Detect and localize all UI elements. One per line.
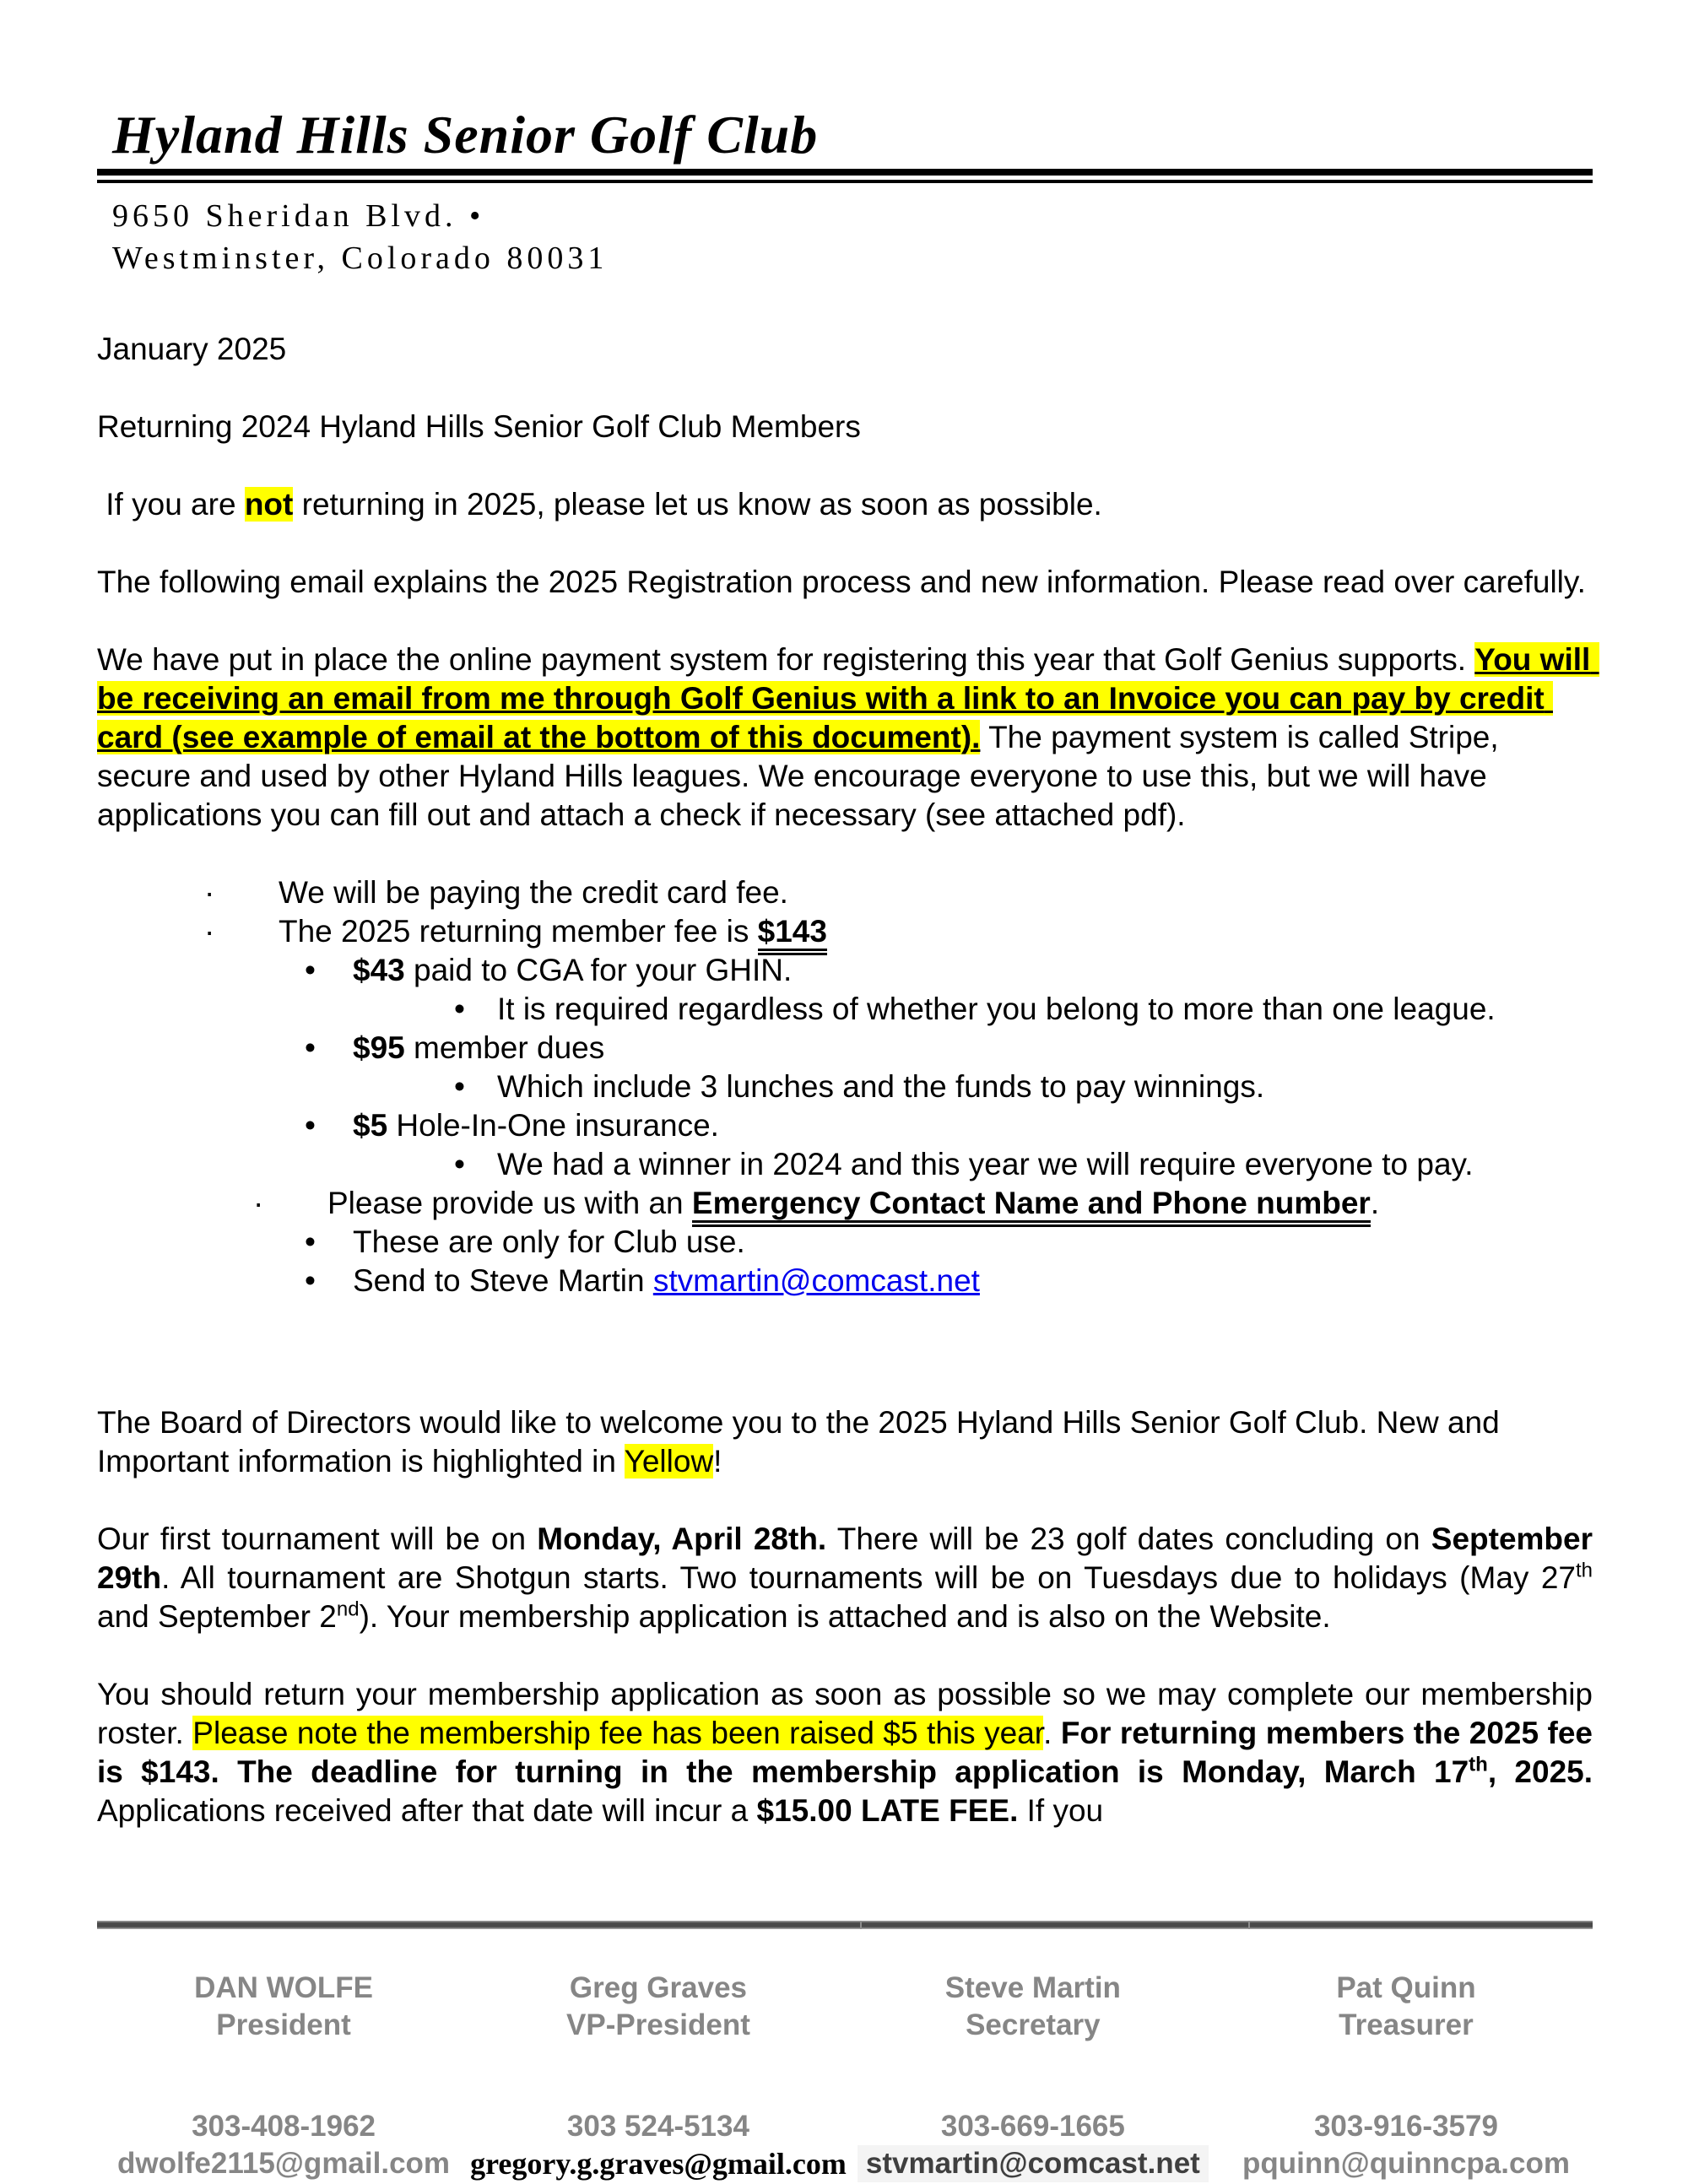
para-not-returning bbox=[97, 485, 1593, 524]
para-following-email bbox=[97, 563, 1593, 602]
bullet-marker-icon: · bbox=[204, 875, 215, 910]
officer-phone: 303-408-1962 bbox=[192, 2110, 376, 2143]
officer-email bbox=[1220, 2145, 1593, 2182]
officer-title: VP-President bbox=[566, 2008, 750, 2041]
bullet-marker-icon: • bbox=[305, 1108, 316, 1143]
text-run: th bbox=[1575, 1559, 1593, 1582]
text-run: $143 bbox=[758, 914, 827, 955]
list-item bbox=[97, 1184, 1593, 1223]
officer-email-text: gregory.g.graves@gmail.com bbox=[470, 2147, 847, 2181]
bullet-marker-icon: • bbox=[454, 992, 465, 1026]
footer-divider-joint bbox=[860, 1921, 862, 1929]
text-run: Hole-In-One insurance. bbox=[387, 1108, 719, 1143]
officer-email-text: stvmartin@comcast.net bbox=[858, 2145, 1209, 2182]
text-run: We had a winner in 2024 and this year we will require everyone to pay. bbox=[497, 1147, 1474, 1181]
text-run: paid to CGA for your GHIN. bbox=[404, 953, 793, 987]
footer-divider-joint bbox=[1248, 1921, 1250, 1929]
text-run: . All tournament are Shotgun starts. Two tournaments will be on Tuesdays due to holidays (May 27 bbox=[161, 1560, 1576, 1595]
list-item bbox=[97, 873, 1593, 912]
letterhead-divider bbox=[97, 169, 1593, 183]
text-run: The 2025 returning member fee is bbox=[279, 914, 758, 949]
text-run: We will be paying the credit card fee. bbox=[279, 875, 788, 910]
list-item bbox=[97, 1262, 1593, 1300]
list-item-text bbox=[97, 1145, 1593, 1184]
text-run: returning in 2025, please let us know as soon as possible. bbox=[293, 487, 1102, 522]
bullet-marker-icon: • bbox=[305, 1030, 316, 1065]
officer-title: Treasurer bbox=[1339, 2008, 1474, 2041]
list-item-text bbox=[97, 1029, 1593, 1068]
officer-column bbox=[1220, 1970, 1593, 2183]
para-board-welcome bbox=[97, 1403, 1593, 1481]
officer-phone: 303 524-5134 bbox=[566, 2110, 749, 2143]
officers-grid bbox=[97, 1970, 1593, 2183]
list-item-text bbox=[97, 1068, 1593, 1106]
list-item-text bbox=[97, 1184, 1593, 1223]
bullet-marker-icon: · bbox=[253, 1186, 264, 1220]
officer-column bbox=[847, 1970, 1220, 2183]
text-run: , 2025 bbox=[1487, 1754, 1584, 1789]
text-run: You will be receiving an email from me through Golf Genius with a link to an Invoice you can pay by credit card (see example of email at the bottom of this document). bbox=[97, 642, 1599, 754]
text-run: ! bbox=[713, 1444, 722, 1479]
list-item bbox=[97, 1223, 1593, 1262]
text-run: th bbox=[1469, 1753, 1488, 1776]
bullet-marker-icon: · bbox=[204, 914, 215, 949]
date-line: January 2025 bbox=[97, 332, 287, 366]
officer-name: Greg Graves bbox=[569, 1971, 748, 2004]
text-run: Emergency Contact Name and Phone number bbox=[692, 1186, 1371, 1227]
list-item-text bbox=[97, 951, 1593, 990]
text-run: It is required regardless of whether you belong to more than one league. bbox=[497, 992, 1496, 1026]
text-run: The Board of Directors would like to welcome you to the 2025 Hyland Hills Senior Golf Club. New and Important information is highlighted in bbox=[97, 1405, 1508, 1479]
para-tournament-schedule bbox=[97, 1520, 1593, 1636]
officer-email-text: dwolfe2115@gmail.com bbox=[117, 2147, 451, 2180]
officer-title: President bbox=[216, 2008, 351, 2041]
officer-phone: 303-916-3579 bbox=[1313, 2110, 1498, 2143]
list-item bbox=[97, 1029, 1593, 1068]
list-item-text bbox=[97, 912, 1593, 951]
officer-email bbox=[847, 2145, 1220, 2182]
address-line-1: 9650 Sheridan Blvd. • bbox=[112, 198, 485, 234]
text-run: We have put in place the online payment system for registering this year that Golf Genius supports. bbox=[97, 642, 1475, 677]
club-name: Hyland Hills Senior Golf Club bbox=[112, 105, 819, 165]
text-run: For returning members the 2025 fee is $143. The deadline for turning in the membership application is Monday, March 17 bbox=[97, 1716, 1593, 1789]
text-run: If you bbox=[1018, 1793, 1104, 1828]
text-run: Please note the membership fee has been raised $5 this year bbox=[192, 1716, 1044, 1750]
text-run: Please provide us with an bbox=[327, 1186, 692, 1220]
bullet-marker-icon: • bbox=[454, 1069, 465, 1104]
bullet-marker-icon: • bbox=[305, 1224, 316, 1259]
text-run: Yellow bbox=[624, 1444, 714, 1479]
officer-email-text: pquinn@quinncpa.com bbox=[1242, 2147, 1570, 2180]
text-run: $95 bbox=[353, 1030, 405, 1065]
text-run: nd bbox=[336, 1597, 360, 1621]
list-item bbox=[97, 951, 1593, 990]
text-run: You should return your membership application as soon as possible so we may complete our membership roster. bbox=[97, 1677, 1593, 1750]
text-run: There will be 23 golf dates concluding on bbox=[826, 1522, 1431, 1556]
text-run: The payment system is called Stripe, secure and used by other Hyland Hills leagues. We encourage everyone to use this, but we will have applications you can fill out and attach a check if necessary (see attached pdf). bbox=[97, 720, 1507, 832]
text-run: The following email explains the 2025 Registration process and new information. Please read over carefully. bbox=[97, 565, 1586, 599]
text-run: Which include 3 lunches and the funds to pay winnings. bbox=[497, 1069, 1265, 1104]
list-item bbox=[97, 990, 1593, 1029]
letter-body bbox=[97, 330, 1599, 1830]
text-run: $43 bbox=[353, 953, 405, 987]
text-run: and September 2 bbox=[97, 1599, 337, 1634]
officer-name: DAN WOLFE bbox=[194, 1971, 373, 2004]
text-run: Monday, April 28th. bbox=[537, 1522, 827, 1556]
footer-divider bbox=[97, 1921, 1593, 1929]
list-item bbox=[97, 1106, 1593, 1145]
officer-footer bbox=[97, 1921, 1593, 2183]
text-run: These are only for Club use. bbox=[353, 1224, 745, 1259]
text-run: September 29th bbox=[97, 1522, 1593, 1595]
text-run: Our first tournament will be on bbox=[97, 1522, 538, 1556]
list-item-text bbox=[97, 873, 1593, 912]
club-address bbox=[112, 195, 1593, 279]
salutation: Returning 2024 Hyland Hills Senior Golf Club Members bbox=[97, 409, 861, 444]
officer-name: Pat Quinn bbox=[1336, 1971, 1476, 2004]
list-item-text bbox=[97, 990, 1593, 1029]
text-run: $5 bbox=[353, 1108, 388, 1143]
text-run: member dues bbox=[404, 1030, 605, 1065]
fees-bullet-list bbox=[97, 873, 1593, 1300]
officer-name: Steve Martin bbox=[944, 1971, 1121, 2004]
email-link[interactable]: stvmartin@comcast.net bbox=[652, 1263, 980, 1298]
list-item bbox=[97, 912, 1593, 951]
para-payment-system bbox=[97, 641, 1599, 835]
text-run: . bbox=[1043, 1716, 1061, 1750]
officer-title: Secretary bbox=[966, 2008, 1101, 2041]
list-item-text bbox=[97, 1106, 1593, 1145]
text-run: . bbox=[1583, 1754, 1593, 1789]
bullet-marker-icon: • bbox=[454, 1147, 465, 1181]
list-item bbox=[97, 1068, 1593, 1106]
bullet-marker-icon: • bbox=[305, 1263, 316, 1298]
letter-content bbox=[0, 105, 1688, 1830]
text-run: If you are bbox=[97, 487, 245, 522]
text-run: . bbox=[1370, 1186, 1380, 1220]
para-deadline bbox=[97, 1675, 1593, 1830]
officer-column bbox=[97, 1970, 470, 2183]
officer-email bbox=[470, 2145, 847, 2183]
text-run: ). Your membership application is attached and is also on the Website. bbox=[359, 1599, 1331, 1634]
text-run: Send to Steve Martin bbox=[353, 1263, 653, 1298]
letterhead bbox=[97, 105, 1593, 279]
text-run: $15.00 LATE FEE. bbox=[756, 1793, 1019, 1828]
address-line-2: Westminster, Colorado 80031 bbox=[112, 241, 609, 276]
list-item-text bbox=[97, 1223, 1593, 1262]
officer-column bbox=[470, 1970, 847, 2183]
list-item bbox=[97, 1145, 1593, 1184]
officer-phone: 303-669-1665 bbox=[940, 2110, 1125, 2143]
bullet-marker-icon: • bbox=[305, 953, 316, 987]
list-item-text bbox=[97, 1262, 1593, 1300]
officer-email bbox=[97, 2145, 470, 2182]
text-run: not bbox=[244, 487, 294, 522]
text-run: Applications received after that date will incur a bbox=[97, 1793, 757, 1828]
